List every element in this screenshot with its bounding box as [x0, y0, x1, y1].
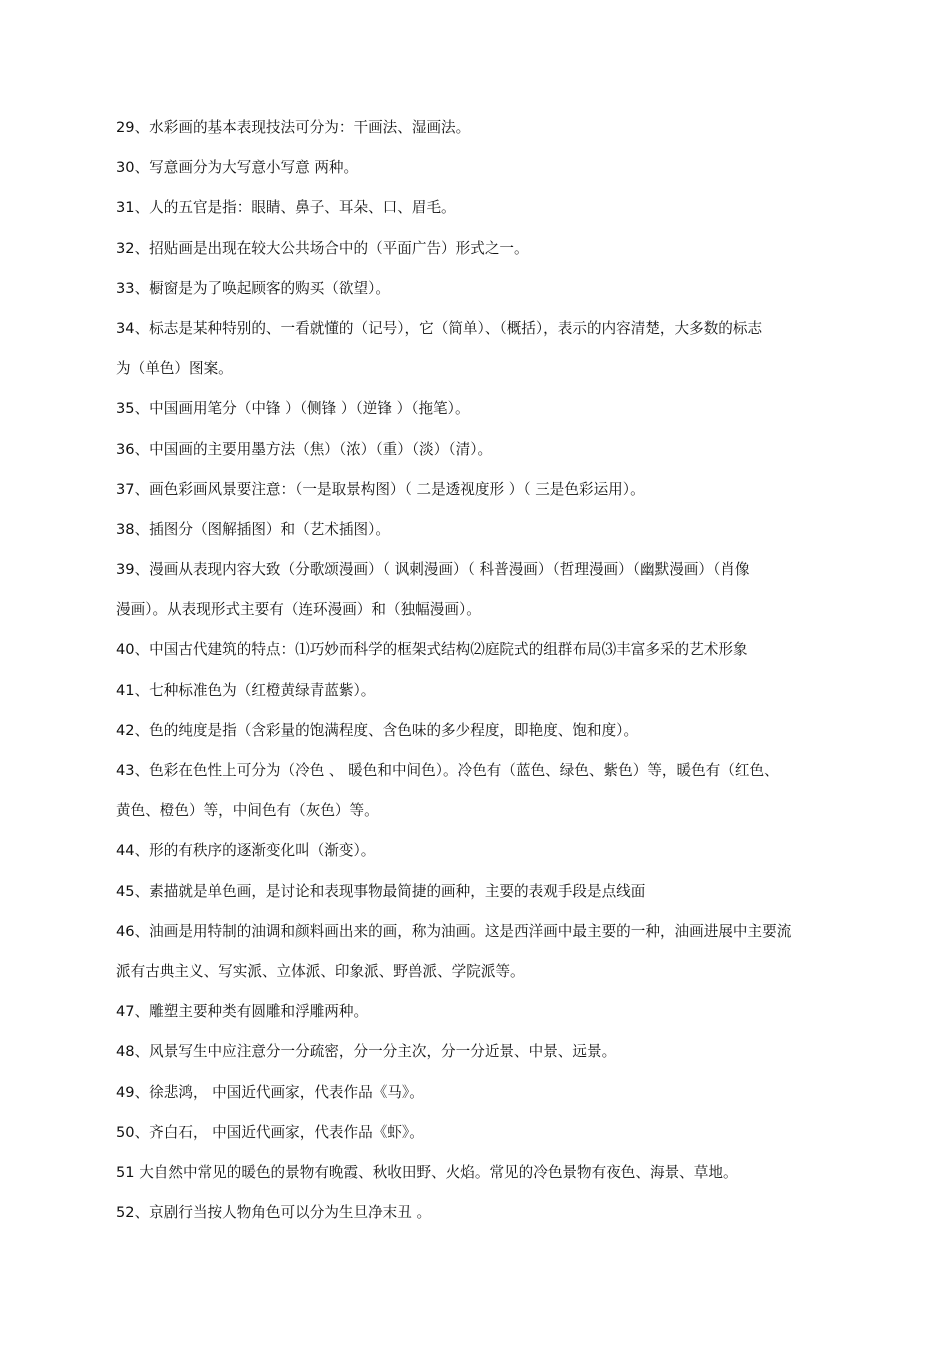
- text-line-31: 31、人的五官是指：眼睛、鼻子、耳朵、口、眉毛。: [116, 199, 456, 217]
- text-line-33: 33、橱窗是为了唤起顾客的购买（欲望）。: [116, 279, 390, 297]
- text-line-36: 36、中国画的主要用墨方法（焦）（浓）（重）（淡）（清）。: [116, 440, 493, 458]
- text-line-44: 44、形的有秩序的逐渐变化叫（渐变）。: [116, 842, 376, 860]
- text-line-46: 46、油画是用特制的油调和颜料画出来的画，称为油画。这是西洋画中最主要的一种，油画进展中主要流: [116, 922, 792, 940]
- text-line-50: 50、齐白石， 中国近代画家，代表作品《虾》。: [116, 1123, 424, 1141]
- text-line-38: 38、插图分（图解插图）和（艺术插图）。: [116, 520, 390, 538]
- text-line-40: 40、中国古代建筑的特点：⑴巧妙而科学的框架式结构⑵庭院式的组群布局⑶丰富多采的艺术形象: [116, 641, 748, 659]
- text-line-32: 32、招贴画是出现在较大公共场合中的（平面广告）形式之一。: [116, 239, 529, 257]
- text-line-29: 29、水彩画的基本表现技法可分为：干画法、湿画法。: [116, 119, 471, 136]
- text-line-51: 51 大自然中常见的暖色的景物有晚霞、秋收田野、火焰。常见的冷色景物有夜色、海景、草地。: [116, 1163, 738, 1181]
- text-line-34: 34、标志是某种特别的、一看就懂的（记号），它（简单）、（概括），表示的内容清楚，大多数的标志: [116, 319, 763, 337]
- text-line-43-cont: 黄色、橙色）等，中间色有（灰色）等。: [116, 802, 379, 820]
- text-line-41: 41、七种标准色为（红橙黄绿青蓝紫）。: [116, 681, 376, 699]
- text-line-48: 48、风景写生中应注意分一分疏密，分一分主次，分一分近景、中景、远景。: [116, 1043, 617, 1061]
- document-body: [116, 108, 836, 1233]
- text-line-30: 30、写意画分为大写意小写意 两种。: [116, 159, 359, 177]
- text-line-43: 43、色彩在色性上可分为（冷色 、 暖色和中间色）。冷色有（蓝色、绿色、紫色）等，暖色有（红色、: [116, 762, 779, 779]
- text-line-47: 47、雕塑主要种类有圆雕和浮雕两种。: [116, 1003, 369, 1021]
- text-line-37: 37、画色彩画风景要注意：（一是取景构图）（ 二是透视度形 ）（ 三是色彩运用）。: [116, 480, 645, 498]
- text-line-39: 39、漫画从表现内容大致（分歌颂漫画）（ 讽刺漫画）（ 科普漫画）（哲理漫画）（幽默漫画）（肖像: [116, 561, 750, 579]
- text-line-35: 35、中国画用笔分（中锋 ）（侧锋 ）（逆锋 ）（拖笔）。: [116, 400, 470, 418]
- text-line-45: 45、素描就是单色画，是讨论和表现事物最简捷的画种，主要的表观手段是点线面: [116, 882, 646, 900]
- text-line-49: 49、徐悲鸿， 中国近代画家，代表作品《马》。: [116, 1083, 424, 1101]
- text-line-42: 42、色的纯度是指（含彩量的饱满程度、含色味的多少程度，即艳度、饱和度）。: [116, 721, 639, 739]
- text-line-34-cont: 为（单色）图案。: [116, 360, 233, 378]
- text-line-39-cont: 漫画）。从表现形式主要有（连环漫画）和（独幅漫画）。: [116, 601, 481, 619]
- text-line-52: 52、京剧行当按人物角色可以分为生旦净末丑 。: [116, 1204, 432, 1222]
- text-line-46-cont: 派有古典主义、写实派、立体派、印象派、野兽派、学院派等。: [116, 962, 525, 980]
